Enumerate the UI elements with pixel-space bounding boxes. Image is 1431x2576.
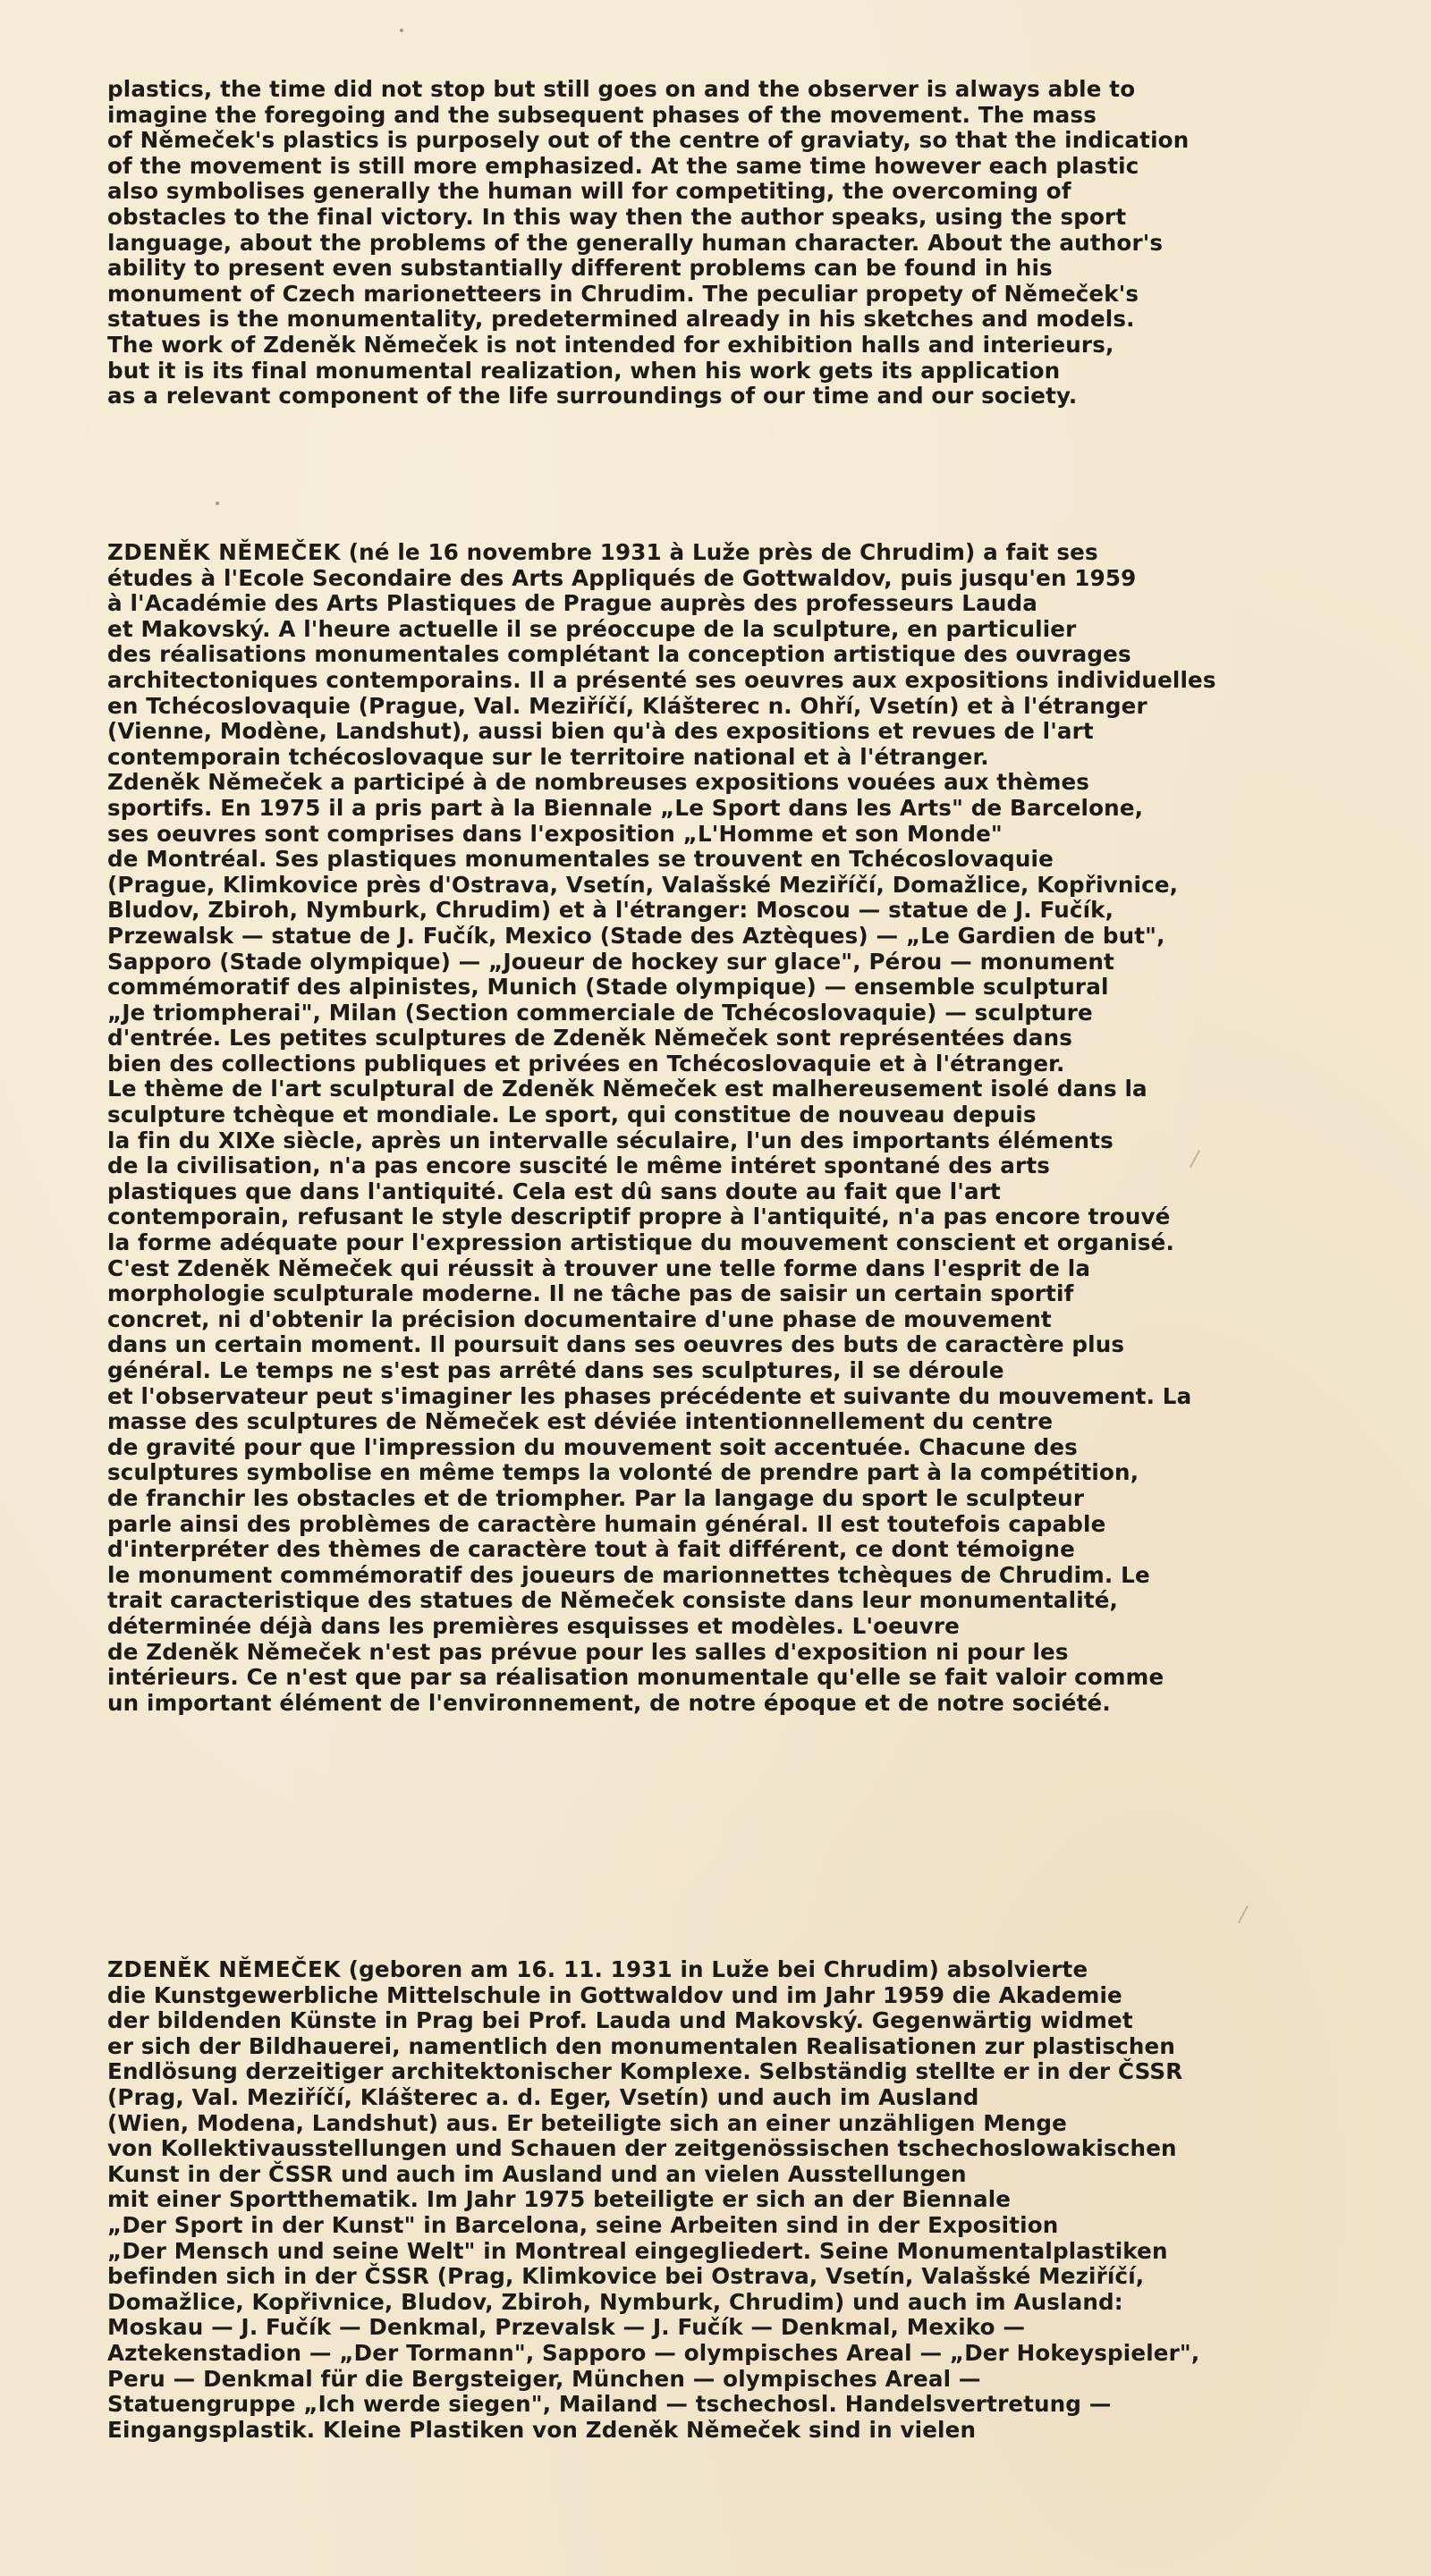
english-text-line: statues is the monumentality, predetermined already in his sketches and models. bbox=[107, 306, 1135, 333]
english-text-line: imagine the foregoing and the subsequent phases of the movement. The mass bbox=[107, 101, 1097, 128]
german-first-line bbox=[107, 1957, 1359, 1983]
french-text-line: Przewalsk — statue de J. Fučík, Mexico (Stade des Aztèques) — „Le Gardien de but", bbox=[107, 922, 1165, 949]
french-text-line: et l'observateur peut s'imaginer les phases précédente et suivante du mouvement. La bbox=[107, 1382, 1192, 1409]
german-text-block bbox=[107, 1957, 1359, 2443]
french-text-line: (Prague, Klimkovice près d'Ostrava, Vsetín, Valašské Meziříčí, Domažlice, Kopřivnice, bbox=[107, 871, 1179, 898]
french-text-line: un important élément de l'environnement, de notre époque et de notre société. bbox=[107, 1689, 1111, 1716]
paper-speck bbox=[216, 502, 219, 505]
french-text-line: bien des collections publiques et privées en Tchécoslovaquie et à l'étranger. bbox=[107, 1050, 1065, 1077]
french-text-line: contemporain tchécoslovaque sur le territoire national et à l'étranger. bbox=[107, 743, 989, 770]
english-text-block bbox=[107, 77, 1359, 410]
paper-speck bbox=[400, 29, 403, 32]
german-text-line: mit einer Sportthematik. Im Jahr 1975 beteiligte er sich an der Biennale bbox=[107, 2186, 1012, 2213]
french-text-line: contemporain, refusant le style descriptif propre à l'antiquité, n'a pas encore trouvé bbox=[107, 1204, 1171, 1230]
german-text-line: Kunst in der ČSSR und auch im Ausland und an vielen Ausstellungen bbox=[107, 2160, 967, 2187]
french-text-line: d'interpréter des thèmes de caractère tout à fait différent, ce dont témoigne bbox=[107, 1536, 1075, 1563]
french-text-line: Le thème de l'art sculptural de Zdeněk Němeček est malhereusement isolé dans la bbox=[107, 1076, 1147, 1102]
french-text-line: de gravité pour que l'impression du mouvement soit accentuée. Chacune des bbox=[107, 1433, 1078, 1460]
german-text-line: „Der Mensch und seine Welt" in Montreal eingegliedert. Seine Monumentalplastiken bbox=[107, 2237, 1168, 2264]
french-text-line: intérieurs. Ce n'est que par sa réalisation monumentale qu'elle se fait valoir comme bbox=[107, 1664, 1164, 1691]
french-first-line bbox=[107, 540, 1359, 566]
english-text-line: of the movement is still more emphasized. At the same time however each plastic bbox=[107, 152, 1139, 179]
french-text-line: sculpture tchèque et mondiale. Le sport, qui constitue de nouveau depuis bbox=[107, 1102, 1037, 1128]
english-text-line: as a relevant component of the life surroundings of our time and our society. bbox=[107, 383, 1078, 410]
english-text-line: The work of Zdeněk Němeček is not intended for exhibition halls and interieurs, bbox=[107, 331, 1114, 358]
english-text-line: obstacles to the final victory. In this way then the author speaks, using the sport bbox=[107, 203, 1127, 230]
german-heading: ZDENĚK NĚMEČEK bbox=[107, 1956, 342, 1982]
french-text-line: ses oeuvres sont comprises dans l'exposition „L'Homme et son Monde" bbox=[107, 820, 1003, 847]
english-text-line: also symbolises generally the human will for competiting, the overcoming of bbox=[107, 178, 1071, 205]
german-text-line: Aztekenstadion — „Der Tormann", Sapporo — olympisches Areal — „Der Hokeyspieler", bbox=[107, 2339, 1200, 2366]
french-text-line: sculptures symbolise en même temps la volonté de prendre part à la compétition, bbox=[107, 1459, 1139, 1486]
german-text-line: Statuengruppe „Ich werde siegen", Mailand — tschechosl. Handelsvertretung — bbox=[107, 2391, 1112, 2418]
german-text-line: die Kunstgewerbliche Mittelschule in Gottwaldov und im Jahr 1959 die Akademie bbox=[107, 1981, 1122, 2008]
french-text-line: dans un certain moment. Il poursuit dans ses oeuvres des buts de caractère plus bbox=[107, 1331, 1125, 1358]
french-text-block bbox=[107, 540, 1359, 1716]
french-text-line: architectoniques contemporains. Il a présenté ses oeuvres aux expositions individuelles bbox=[107, 666, 1216, 693]
french-text-line: des réalisations monumentales complétant la conception artistique des ouvrages bbox=[107, 641, 1131, 668]
english-text-line: monument of Czech marionetteers in Chrudim. The peculiar propety of Němeček's bbox=[107, 280, 1139, 307]
english-text-line: of Němeček's plastics is purposely out of the centre of graviaty, so that the indication bbox=[107, 127, 1190, 154]
french-text-line: sportifs. En 1975 il a pris part à la Biennale „Le Sport dans les Arts" de Barcelone, bbox=[107, 794, 1144, 821]
english-text-line: ability to present even substantially different problems can be found in his bbox=[107, 255, 1053, 282]
french-text-line: (Vienne, Modène, Landshut), aussi bien qu'à des expositions et revues de l'art bbox=[107, 718, 1094, 745]
german-text-line: Peru — Denkmal für die Bergsteiger, München — olympisches Areal — bbox=[107, 2365, 981, 2392]
french-text-line: de Montréal. Ses plastiques monumentales se trouvent en Tchécoslovaquie bbox=[107, 846, 1054, 873]
french-first-line-rest: (né le 16 novembre 1931 à Luže près de Chrudim) a fait ses bbox=[341, 539, 1098, 565]
french-text-line: morphologie sculpturale moderne. Il ne tâche pas de saisir un certain sportif bbox=[107, 1280, 1074, 1307]
french-text-line: plastiques que dans l'antiquité. Cela est dû sans doute au fait que l'art bbox=[107, 1178, 1001, 1204]
english-text-line: plastics, the time did not stop but still goes on and the observer is always able to bbox=[107, 76, 1136, 102]
french-text-line: d'entrée. Les petites sculptures de Zdeněk Němeček sont représentées dans bbox=[107, 1025, 1073, 1052]
french-text-line: Sapporo (Stade olympique) — „Joueur de hockey sur glace", Pérou — monument bbox=[107, 948, 1114, 975]
french-text-line: trait caracteristique des statues de Němeček consiste dans leur monumentalité, bbox=[107, 1587, 1119, 1614]
german-text-line: befinden sich in der ČSSR (Prag, Klimkovice bei Ostrava, Vsetín, Valašské Meziříčí, bbox=[107, 2263, 1145, 2290]
french-text-line: commémoratif des alpinistes, Munich (Stade olympique) — ensemble sculptural bbox=[107, 974, 1109, 1001]
french-text-line: la forme adéquate pour l'expression artistique du mouvement conscient et organisé. bbox=[107, 1229, 1174, 1256]
pencil-mark bbox=[1238, 1905, 1249, 1923]
french-text-line: en Tchécoslovaquie (Prague, Val. Meziříčí, Klášterec n. Ohří, Vsetín) et à l'étranger bbox=[107, 692, 1147, 719]
french-text-line: Zdeněk Němeček a participé à de nombreuses expositions vouées aux thèmes bbox=[107, 769, 1090, 796]
french-text-line: de Zdeněk Němeček n'est pas prévue pour les salles d'exposition ni pour les bbox=[107, 1638, 1069, 1665]
french-text-line: à l'Académie des Arts Plastiques de Prague auprès des professeurs Lauda bbox=[107, 590, 1037, 617]
french-text-line: études à l'Ecole Secondaire des Arts Appliqués de Gottwaldov, puis jusqu'en 1959 bbox=[107, 564, 1137, 591]
german-text-line: er sich der Bildhauerei, namentlich den monumentalen Realisationen zur plastischen bbox=[107, 2032, 1175, 2059]
french-text-line: la fin du XIXe siècle, après un intervalle séculaire, l'un des importants éléments bbox=[107, 1127, 1113, 1153]
german-text-line: der bildenden Künste in Prag bei Prof. Lauda und Makovský. Gegenwärtig widmet bbox=[107, 2007, 1133, 2034]
german-text-line: (Wien, Modena, Landshut) aus. Er beteiligte sich an einer unzähligen Menge bbox=[107, 2109, 1067, 2136]
french-text-line: Bludov, Zbiroh, Nymburk, Chrudim) et à l'étranger: Moscou — statue de J. Fučík, bbox=[107, 897, 1114, 924]
french-text-line: concret, ni d'obtenir la précision documentaire d'une phase de mouvement bbox=[107, 1305, 1052, 1332]
german-text-line: (Prag, Val. Meziříčí, Klášterec a. d. Eger, Vsetín) und auch im Ausland bbox=[107, 2083, 979, 2110]
german-text-line: Endlösung derzeitiger architektonischer Komplexe. Selbständig stellte er in der ČSSR bbox=[107, 2058, 1183, 2085]
german-text-line: von Kollektivausstellungen und Schauen der zeitgenössischen tschechoslowakischen bbox=[107, 2135, 1177, 2162]
english-text-line: language, about the problems of the generally human character. About the author's bbox=[107, 229, 1164, 256]
german-text-line: Eingangsplastik. Kleine Plastiken von Zdeněk Němeček sind in vielen bbox=[107, 2416, 977, 2443]
french-heading: ZDENĚK NĚMEČEK bbox=[107, 539, 342, 565]
french-text-line: général. Le temps ne s'est pas arrêté dans ses sculptures, il se déroule bbox=[107, 1357, 1004, 1383]
french-text-line: C'est Zdeněk Němeček qui réussit à trouver une telle forme dans l'esprit de la bbox=[107, 1254, 1091, 1281]
french-text-line: de franchir les obstacles et de triompher. Par la langage du sport le sculpteur bbox=[107, 1484, 1085, 1511]
french-text-line: et Makovský. A l'heure actuelle il se préoccupe de la sculpture, en particulier bbox=[107, 615, 1077, 642]
french-text-line: masse des sculptures de Němeček est déviée intentionnellement du centre bbox=[107, 1408, 1054, 1435]
french-text-line: de la civilisation, n'a pas encore suscité le même intéret spontané des arts bbox=[107, 1153, 1051, 1179]
english-text-line: but it is its final monumental realization, when his work gets its application bbox=[107, 357, 1061, 384]
german-first-line-rest: (geboren am 16. 11. 1931 in Luže bei Chrudim) absolvierte bbox=[341, 1956, 1088, 1982]
german-text-line: „Der Sport in der Kunst" in Barcelona, seine Arbeiten sind in der Exposition bbox=[107, 2211, 1059, 2238]
french-text-line: parle ainsi des problèmes de caractère humain général. Il est toutefois capable bbox=[107, 1510, 1106, 1537]
german-text-line: Moskau — J. Fučík — Denkmal, Przevalsk — J. Fučík — Denkmal, Mexiko — bbox=[107, 2314, 1026, 2341]
french-text-line: le monument commémoratif des joueurs de marionnettes tchèques de Chrudim. Le bbox=[107, 1561, 1150, 1588]
french-text-line: „Je triompherai", Milan (Section commerciale de Tchécoslovaquie) — sculpture bbox=[107, 999, 1093, 1026]
french-text-line: déterminée déjà dans les premières esquisses et modèles. L'oeuvre bbox=[107, 1612, 960, 1639]
german-text-line: Domažlice, Kopřivnice, Bludov, Zbiroh, Nymburk, Chrudim) und auch im Ausland: bbox=[107, 2288, 1123, 2315]
